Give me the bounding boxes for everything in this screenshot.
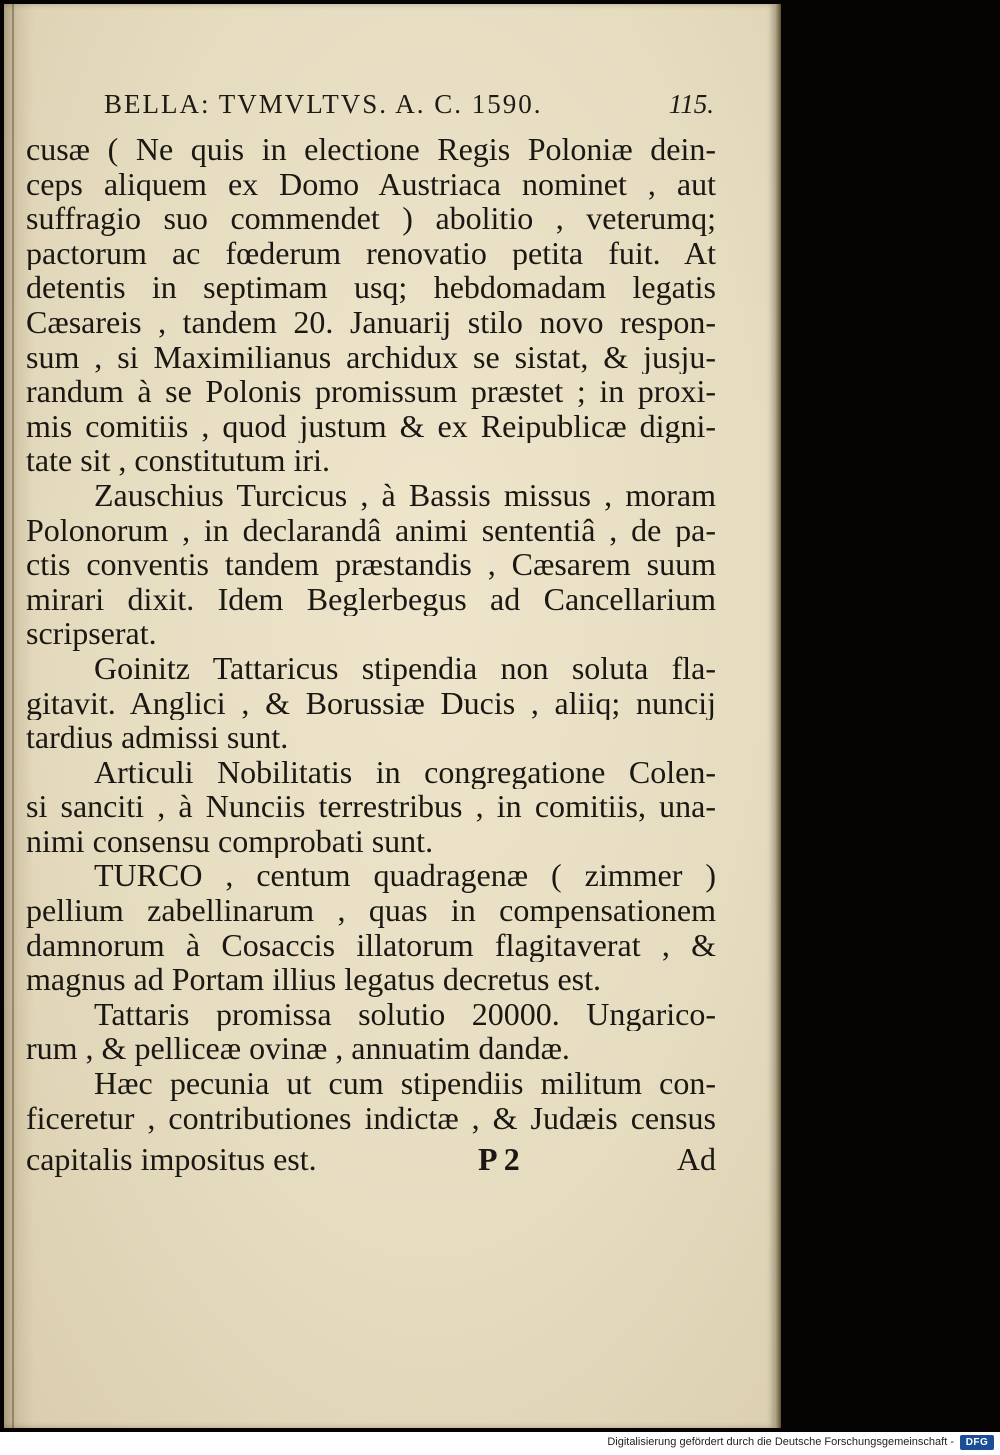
text-line: Cæsareis , tandem 20. Januarij stilo novo respon-: [26, 304, 716, 340]
funding-credit: Digitalisierung gefördert durch die Deutsche Forschungsgemeinschaft -: [607, 1436, 954, 1448]
text-line: damnorum à Cosaccis illatorum flagitaverat , &: [26, 927, 716, 963]
text-line: tate sit , constitutum iri.: [26, 443, 330, 478]
text-line: ficeretur , contributiones indictæ , & Judæis census: [26, 1100, 716, 1136]
text-line: detentis in septimam usq; hebdomadam legatis: [26, 270, 716, 305]
credit-bar: [0, 1432, 1000, 1455]
text-line: ctis conventis tandem præstandis , Cæsarem suum: [26, 547, 716, 582]
text-line: cusæ ( Ne quis in electione Regis Poloniæ dein-: [26, 132, 716, 167]
gutter-shadow: [12, 4, 14, 1428]
paragraph-first-line: TURCO , centum quadragenæ ( zimmer ): [94, 858, 716, 894]
text-line: Polonorum , in declarandâ animi sententiâ , de pa-: [26, 512, 716, 548]
paragraph-first-line: Articuli Nobilitatis in congregatione Colen-: [94, 754, 716, 790]
text-line: mirari dixit. Idem Beglerbegus ad Cancellarium: [26, 581, 716, 617]
page-footer-line: [26, 1141, 716, 1177]
catchword: Ad: [676, 1141, 716, 1177]
dfg-logo: DFG: [960, 1435, 994, 1450]
paragraph-first-line: Hæc pecunia ut cum stipendiis militum con-: [94, 1066, 716, 1101]
text-line: nimi consensu comprobati sunt.: [26, 823, 434, 859]
text-line: gitavit. Anglici , & Borussiæ Ducis , aliiq; nuncij: [26, 685, 716, 721]
page-edge: [775, 4, 781, 1428]
text-line: sum , si Maximilianus archidux se sistat, & jusju-: [26, 339, 716, 375]
text-line: randum à se Polonis promissum præstet ; in proxi-: [26, 374, 716, 409]
signature-mark: P 2: [478, 1141, 520, 1177]
page-number: 115.: [668, 89, 714, 119]
text-line: rum , & pelliceæ ovinæ , annuatim dandæ.: [26, 1031, 570, 1067]
body-text: [26, 132, 716, 1135]
paragraph-first-line: Tattaris promissa solutio 20000. Ungarico-: [94, 996, 716, 1032]
text-line: tardius admissi sunt.: [26, 720, 289, 755]
paragraph-first-line: Goinitz Tattaricus stipendia non soluta fla-: [94, 650, 716, 686]
last-text-line: capitalis impositus est.: [26, 1141, 317, 1177]
paragraph-first-line: Zauschius Turcicus , à Bassis missus , moram: [94, 477, 716, 513]
book-page: [4, 4, 775, 1428]
text-line: pellium zabellinarum , quas in compensationem: [26, 893, 716, 928]
text-line: si sanciti , à Nunciis terrestribus , in comitiis, una-: [26, 789, 716, 824]
text-line: scripserat.: [26, 616, 157, 651]
text-line: mis comitiis , quod justum & ex Reipublicæ digni-: [26, 408, 716, 444]
text-line: pactorum ac fœderum renovatio petita fuit. At: [26, 235, 716, 271]
text-line: ceps aliquem ex Domo Austriaca nominet , aut: [26, 166, 716, 202]
text-line: magnus ad Portam illius legatus decretus est.: [26, 962, 601, 997]
running-head: [104, 89, 714, 125]
running-title: BELLA: TVMVLTVS. A. C. 1590.: [104, 89, 543, 119]
text-line: suffragio suo commendet ) abolitio , veterumq;: [26, 201, 716, 236]
